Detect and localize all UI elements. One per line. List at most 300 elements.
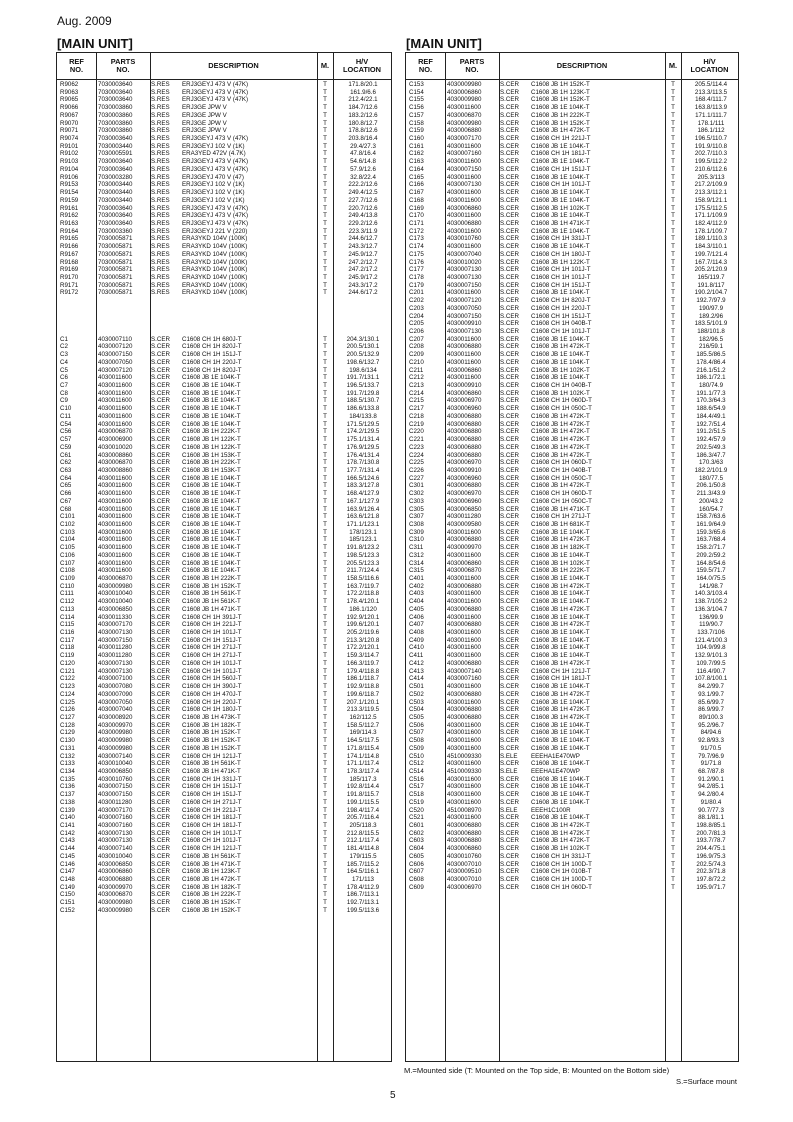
description: ERJ3GEYJ 473 V (47K) — [182, 158, 249, 166]
ref-no: C113 — [60, 605, 75, 613]
parts-no: 4030010020 — [447, 258, 482, 266]
table-row — [406, 297, 738, 305]
part-type: S.CER — [500, 744, 519, 752]
table-row — [406, 590, 738, 598]
part-type: S.CER — [151, 598, 170, 606]
table-row — [57, 390, 391, 398]
part-type: S.CER — [500, 598, 519, 606]
ref-no: C179 — [409, 281, 424, 289]
location: 200.7/81.3 — [696, 829, 726, 837]
parts-no: 7030003640 — [98, 135, 133, 143]
table-row — [406, 289, 738, 297]
ref-no: C206 — [409, 328, 424, 335]
part-type: S.CER — [151, 899, 170, 907]
parts-no: 4030006850 — [447, 505, 482, 513]
mounted-side: T — [323, 266, 327, 274]
location: 217.2/109.9 — [694, 181, 728, 189]
part-type: S.CER — [500, 397, 519, 405]
part-type: S.CER — [500, 883, 519, 891]
ref-no: C138 — [60, 798, 75, 806]
ref-no: C142 — [60, 829, 75, 837]
description: C1608 JB 1H 102K-T — [531, 204, 590, 212]
ref-no: C506 — [409, 721, 424, 729]
description: C1608 JB 1E 104K-T — [531, 374, 590, 382]
location: 94.2/85.1 — [698, 783, 724, 791]
table-row — [406, 513, 738, 521]
parts-no: 4030009980 — [447, 119, 482, 127]
mounted-side: T — [671, 690, 675, 698]
ref-no: C168 — [409, 196, 424, 204]
mounted-side: T — [323, 397, 327, 405]
part-type: S.CER — [151, 335, 170, 343]
description: C1608 JB 1H 152K-T — [182, 729, 241, 737]
location: 200/43.2 — [698, 497, 724, 505]
location: 186.1/72.1 — [696, 374, 726, 382]
description: C1608 JB 1H 472K-T — [531, 605, 590, 613]
ref-no: C510 — [409, 752, 424, 760]
description: C1608 JB 1E 104K-T — [531, 528, 590, 536]
description: C1608 JB 1E 104K-T — [182, 505, 241, 513]
mounted-side: T — [671, 829, 675, 837]
table-row — [57, 135, 391, 143]
part-type: S.CER — [500, 690, 519, 698]
parts-no: 4030007170 — [98, 806, 133, 814]
mounted-side: T — [671, 845, 675, 853]
location: 199.7/121.4 — [694, 250, 728, 258]
ref-no: C211 — [409, 366, 424, 374]
ref-no: C127 — [60, 713, 75, 721]
parts-no: 4030006860 — [447, 845, 482, 853]
ref-no: C109 — [60, 575, 75, 582]
mounted-side: T — [323, 104, 327, 112]
table-row — [57, 799, 391, 807]
location: 171.1/111.7 — [695, 111, 727, 119]
page-date: Aug. 2009 — [57, 14, 112, 28]
table-row — [406, 837, 738, 845]
part-type: S.RES — [151, 142, 170, 150]
ref-no: C301 — [409, 482, 424, 490]
ref-no: C133 — [60, 760, 75, 768]
description: C1608 CH 1H 060D-T — [531, 459, 592, 467]
parts-no: 4030009980 — [98, 729, 133, 737]
mounted-side: T — [323, 822, 327, 829]
part-type: S.CER — [500, 737, 519, 745]
location: 202.5/74.3 — [696, 860, 726, 868]
part-type: S.CER — [500, 497, 519, 505]
location: 210.6/112.6 — [694, 165, 728, 173]
ref-no: C303 — [409, 497, 424, 505]
table-row — [57, 861, 391, 869]
location: 162/112.5 — [349, 713, 377, 721]
description: C1608 CH 1H 331J-T — [182, 775, 242, 783]
location: 163.9/126.4 — [346, 505, 380, 513]
table-row — [406, 328, 738, 336]
mounted-side: T — [323, 212, 327, 220]
table-row — [57, 189, 391, 197]
parts-no: 4030010040 — [98, 590, 133, 598]
mounted-side: T — [323, 829, 327, 837]
mounted-side: T — [323, 690, 327, 698]
parts-no: 4030006880 — [447, 706, 482, 714]
mounted-side: T — [671, 466, 675, 474]
description: C1608 JB 1H 152K-T — [531, 119, 590, 127]
ref-no: C153 — [409, 81, 424, 88]
part-type: S.ELE — [500, 767, 518, 775]
parts-no: 4030011600 — [447, 351, 481, 359]
ref-no: C146 — [60, 860, 75, 868]
location: 192.7/51.4 — [696, 420, 726, 428]
table-row — [406, 181, 738, 189]
ref-no: C518 — [409, 791, 424, 799]
ref-no: C132 — [60, 752, 75, 760]
location: 89/100.3 — [698, 713, 724, 721]
mounted-side: T — [323, 544, 327, 552]
location: 205.7/116.4 — [346, 814, 380, 822]
location: 179.4/118.8 — [346, 667, 380, 675]
table-row — [57, 274, 391, 282]
description: C1608 CH 1H 100D-T — [531, 876, 592, 884]
ref-no: C159 — [409, 127, 424, 135]
mounted-side: T — [671, 189, 675, 197]
location: 79.7/96.9 — [698, 752, 724, 760]
parts-no: 4030006880 — [447, 343, 482, 351]
location: 212.8/115.5 — [346, 829, 380, 837]
part-type: S.CER — [500, 829, 519, 837]
location: 205.5/123.3 — [346, 559, 380, 567]
part-type: S.RES — [151, 235, 170, 243]
table-row — [406, 266, 738, 274]
part-type: S.CER — [500, 644, 519, 652]
description: C1608 CH 1H 050C-T — [531, 497, 592, 505]
ref-no: C221 — [409, 436, 424, 444]
part-type: S.CER — [500, 328, 519, 335]
location: 216/59.1 — [698, 343, 724, 351]
ref-no: R9104 — [60, 165, 79, 173]
parts-no: 4030006870 — [98, 428, 133, 436]
location: 185/123.1 — [349, 536, 377, 544]
part-type: S.CER — [500, 204, 519, 212]
table-row — [57, 529, 391, 537]
part-type: S.CER — [500, 335, 519, 343]
mounted-side: T — [671, 320, 675, 328]
mounted-side: T — [671, 505, 675, 513]
description: ERA3YKD 104V (100K) — [182, 258, 248, 266]
description: C1608 JB 1H 102K-T — [531, 389, 590, 397]
parts-no: 4030009980 — [447, 96, 482, 104]
ref-no: C302 — [409, 490, 424, 498]
ref-no: C219 — [409, 420, 424, 428]
location: 92.8/93.3 — [698, 737, 724, 745]
location: 178.7/130.8 — [346, 459, 380, 467]
description: C1608 JB 1E 104K-T — [531, 196, 590, 204]
description: C1608 JB 1H 472K-T — [531, 690, 590, 698]
location: 170.3/63 — [698, 459, 724, 467]
parts-no: 4030011280 — [98, 652, 132, 660]
mounted-side: T — [671, 598, 675, 606]
parts-no: 4030010020 — [98, 443, 133, 451]
mounted-side: T — [671, 420, 675, 428]
mounted-side: T — [671, 397, 675, 405]
part-type: S.RES — [151, 196, 170, 204]
table-row — [406, 575, 738, 583]
part-type: S.CER — [500, 420, 519, 428]
description: C1608 CH 1H 331J-T — [531, 235, 591, 243]
ref-no: C414 — [409, 675, 424, 683]
location: 178.8/12.6 — [348, 127, 378, 135]
parts-no: 4030006880 — [447, 536, 482, 544]
ref-no: C108 — [60, 567, 75, 575]
mounted-side: T — [671, 513, 675, 521]
location: 107.8/100.1 — [694, 675, 728, 683]
part-type: S.RES — [151, 135, 170, 143]
mounted-side: T — [323, 667, 327, 675]
location: 158.9/121.1 — [694, 196, 728, 204]
location: 198.6/132.7 — [346, 358, 380, 366]
part-type: S.CER — [151, 358, 170, 366]
description: C1608 JB 1H 472K-T — [531, 536, 590, 544]
table-row — [406, 776, 738, 784]
part-type: S.CER — [151, 412, 170, 420]
part-type: S.CER — [500, 575, 519, 582]
mounted-side: T — [323, 636, 327, 644]
part-type: S.CER — [500, 683, 519, 691]
ref-no: C520 — [409, 806, 424, 814]
location: 176.9/129.5 — [346, 443, 380, 451]
mounted-side: T — [323, 389, 327, 397]
location: 199.6/120.1 — [346, 621, 380, 629]
mounted-side: T — [323, 227, 327, 235]
ref-no: C521 — [409, 814, 424, 822]
ref-no: C209 — [409, 351, 424, 359]
description: C1608 JB 1E 104K-T — [531, 590, 590, 598]
location: 119/90.7 — [699, 621, 723, 629]
table-row — [406, 830, 738, 838]
location: 196.9/75.3 — [696, 852, 726, 860]
location: 180/74.9 — [698, 382, 724, 390]
part-type: S.CER — [500, 428, 519, 436]
description: C1608 CH 1H 151J-T — [531, 165, 591, 173]
table-row — [406, 127, 738, 135]
location: 171.8/115.4 — [346, 744, 380, 752]
location: 68.7/87.8 — [698, 767, 724, 775]
mounted-side: T — [671, 575, 675, 582]
parts-no: 4030006880 — [447, 127, 482, 135]
part-type: S.CER — [500, 196, 519, 204]
section-title-left: [MAIN UNIT] — [57, 36, 133, 51]
parts-no: 4030011600 — [98, 528, 132, 536]
mounted-side: T — [323, 235, 327, 243]
location: 244.6/17.2 — [348, 289, 378, 297]
parts-no: 4030009580 — [447, 520, 482, 528]
part-type: S.CER — [500, 822, 519, 829]
part-type: S.CER — [500, 436, 519, 444]
description: C1608 JB 1H 152K-T — [182, 582, 241, 590]
mounted-side: T — [323, 273, 327, 281]
description: C1608 CH 1H 151J-T — [182, 783, 242, 791]
part-type: S.CER — [500, 266, 519, 274]
mounted-side: T — [671, 165, 675, 173]
mounted-side: T — [323, 366, 327, 374]
ref-no: C407 — [409, 621, 424, 629]
description: C1608 JB 1H 472K-T — [182, 876, 241, 884]
location: 90.7/77.3 — [698, 806, 724, 814]
ref-no: C403 — [409, 590, 424, 598]
table-row — [406, 336, 738, 344]
mounted-side: T — [671, 822, 675, 829]
part-type: S.RES — [151, 150, 170, 158]
description: C1608 JB 1H 472K-T — [531, 412, 590, 420]
ref-no: C223 — [409, 443, 424, 451]
table-row — [406, 876, 738, 884]
part-type: S.CER — [500, 536, 519, 544]
parts-no: 4030007140 — [98, 752, 133, 760]
ref-no: C164 — [409, 165, 424, 173]
ref-no: R9171 — [60, 281, 79, 289]
description: C1608 JB 1H 471K-T — [182, 605, 241, 613]
parts-no: 4030006880 — [447, 482, 482, 490]
description: C1608 JB 1H 472K-T — [531, 706, 590, 714]
ref-no: C129 — [60, 729, 75, 737]
location: 174.1/114.8 — [346, 752, 380, 760]
parts-no: 7030005871 — [98, 250, 133, 258]
table-row — [57, 297, 391, 305]
ref-no: C208 — [409, 343, 424, 351]
part-type: S.RES — [151, 266, 170, 274]
parts-no: 4030011600 — [447, 791, 481, 799]
table-row — [57, 729, 391, 737]
description: C1608 CH 1H 220J-T — [182, 358, 242, 366]
parts-no: 4030011600 — [98, 374, 132, 382]
table-row — [406, 621, 738, 629]
table-row — [406, 760, 738, 768]
part-type: S.RES — [151, 173, 170, 181]
description: ERA3YKD 104V (100K) — [182, 250, 248, 258]
part-type: S.CER — [151, 505, 170, 513]
mounted-side: T — [671, 852, 675, 860]
ref-no: C151 — [60, 899, 75, 907]
table-row — [406, 436, 738, 444]
ref-no: C404 — [409, 598, 424, 606]
part-type: S.CER — [151, 744, 170, 752]
location: 189.1/110.3 — [694, 235, 728, 243]
ref-no: R9163 — [60, 219, 79, 227]
parts-no: 4030011600 — [447, 598, 481, 606]
parts-no: 4030007140 — [98, 845, 133, 853]
location: 184/133.8 — [349, 412, 377, 420]
description: C1608 JB 1H 222K-T — [531, 567, 590, 575]
location: 243.3/17.2 — [348, 281, 378, 289]
table-row — [57, 868, 391, 876]
description: C1608 CH 1H 151J-T — [182, 351, 242, 359]
part-type: S.CER — [500, 791, 519, 799]
parts-no: 4030011600 — [447, 613, 481, 621]
location: 88.1/81.1 — [698, 814, 724, 822]
part-type: S.CER — [500, 505, 519, 513]
mounted-side: T — [323, 536, 327, 544]
table-row — [406, 96, 738, 104]
location: 205/118.3 — [349, 822, 377, 829]
location: 32.8/22.4 — [350, 173, 376, 181]
ref-no: R9103 — [60, 158, 79, 166]
table-row — [406, 282, 738, 290]
description: C1608 JB 1E 104K-T — [531, 142, 590, 150]
parts-no: 4030009910 — [447, 320, 482, 328]
table-row — [406, 243, 738, 251]
ref-no: C11 — [60, 412, 71, 420]
mounted-side: T — [671, 104, 675, 112]
part-type: S.CER — [151, 559, 170, 567]
table-row — [406, 614, 738, 622]
location: 191.1/77.3 — [696, 389, 726, 397]
part-type: S.CER — [151, 652, 170, 660]
part-type: S.CER — [500, 189, 519, 197]
location: 172.2/118.8 — [346, 590, 380, 598]
location: 158.5/116.6 — [346, 575, 380, 582]
location: 186.1/120 — [349, 605, 377, 613]
mounted-side: T — [323, 281, 327, 289]
description: C1608 JB 1H 472K-T — [531, 582, 590, 590]
table-row — [406, 706, 738, 714]
location: 158.2/71.7 — [696, 544, 726, 552]
table-row — [57, 282, 391, 290]
description: C1608 JB 1E 104K-T — [531, 744, 590, 752]
part-type: S.CER — [500, 721, 519, 729]
description: C1608 CH 1H 151J-T — [182, 636, 242, 644]
ref-no: R9153 — [60, 181, 79, 189]
location: 29.4/27.3 — [350, 142, 376, 150]
location: 191.2/51.5 — [696, 428, 726, 436]
mounted-side: T — [671, 258, 675, 266]
ref-no: C102 — [60, 520, 75, 528]
part-type: S.CER — [500, 667, 519, 675]
part-type: S.CER — [500, 219, 519, 227]
mounted-side: T — [671, 683, 675, 691]
description: ERA3YKD 104V (100K) — [182, 235, 248, 243]
part-type: S.ELE — [500, 752, 518, 760]
parts-no: 4030006880 — [98, 876, 133, 884]
table-row — [57, 143, 391, 151]
mounted-side: T — [671, 173, 675, 181]
parts-no: 7030003860 — [98, 119, 133, 127]
location: 84.2/99.7 — [698, 683, 724, 691]
location: 200.5/132.9 — [346, 351, 380, 359]
ref-no: C402 — [409, 582, 424, 590]
location: 178.4/112.9 — [346, 883, 380, 891]
mounted-side: T — [323, 721, 327, 729]
part-type: S.CER — [151, 490, 170, 498]
location: 213.3/113.5 — [694, 88, 728, 96]
table-row — [57, 351, 391, 359]
ref-no: C412 — [409, 659, 424, 667]
ref-no: C59 — [60, 443, 72, 451]
table-row — [57, 490, 391, 498]
part-type: S.CER — [500, 412, 519, 420]
part-type: S.RES — [151, 227, 170, 235]
description: ERJ3GEYJ 470 V (47) — [182, 173, 244, 181]
parts-no: 4030011280 — [98, 644, 132, 652]
ref-no: C220 — [409, 428, 424, 436]
mounted-side: T — [671, 520, 675, 528]
mounted-side: T — [671, 536, 675, 544]
part-type: S.RES — [151, 158, 170, 166]
parts-no: 4030007130 — [98, 837, 133, 845]
mounted-side: T — [323, 173, 327, 181]
parts-no: 4030007130 — [447, 273, 482, 281]
mounted-side: T — [323, 505, 327, 513]
location: 184.7/12.6 — [348, 104, 378, 112]
description: C1608 JB 1E 104K-T — [182, 536, 241, 544]
description: C1608 JB 1E 104K-T — [182, 382, 241, 390]
